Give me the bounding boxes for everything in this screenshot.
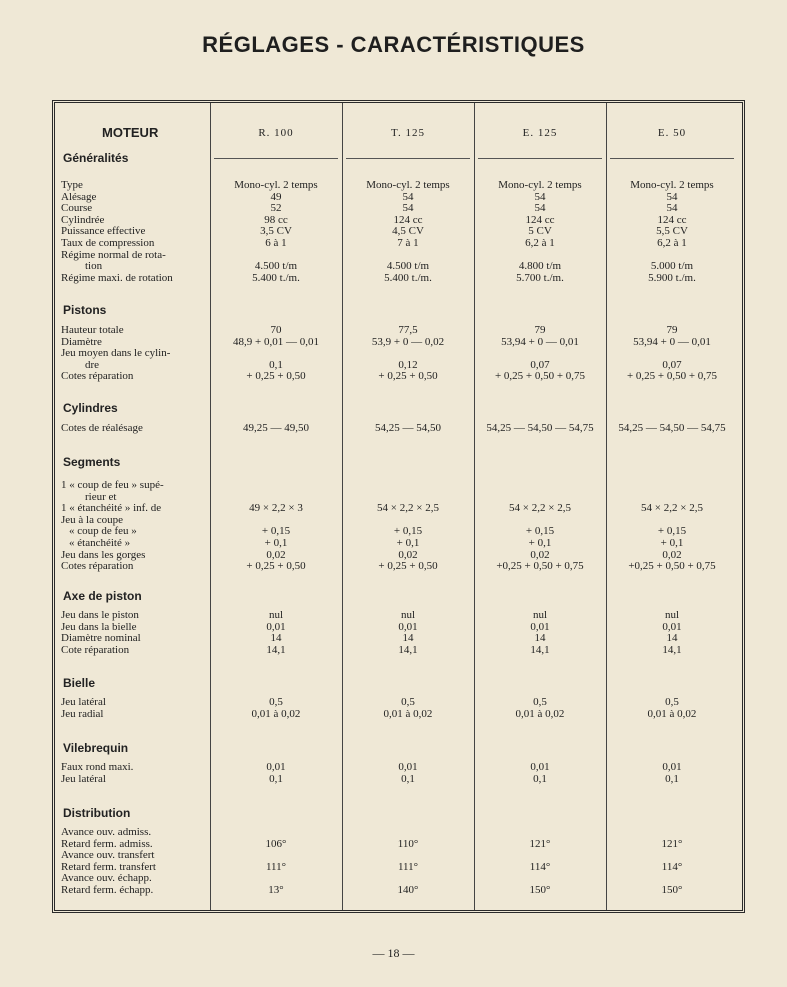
cell-value: nul <box>664 609 680 621</box>
model-header: R. 100 <box>258 127 294 139</box>
row-label: Avance ouv. échapp. <box>61 872 152 885</box>
cell-value: + 0,1 <box>264 537 288 549</box>
cell-value: + 0,15 <box>261 525 291 538</box>
cell-value: 79 <box>666 324 678 336</box>
cell-value: 0,01 <box>398 761 418 773</box>
cell-value: 7 à 1 <box>397 237 419 249</box>
row-label: Cotes réparation <box>61 560 134 573</box>
cell-value: +0,25 + 0,50 + 0,75 <box>628 560 716 573</box>
cell-value: 54 × 2,2 × 2,5 <box>641 502 703 515</box>
row-label: Diamètre <box>61 335 102 348</box>
moteur-heading: MOTEUR <box>102 125 159 140</box>
cell-value: 14,1 <box>266 643 286 656</box>
cell-value: 114° <box>529 860 551 873</box>
cell-value: 4.800 t/m <box>518 260 562 273</box>
row-label: Régime normal de rota- <box>61 248 166 261</box>
cell-value: 0,01 <box>662 761 682 773</box>
row-label: Jeu radial <box>61 707 104 720</box>
row-label: Jeu dans les gorges <box>61 548 146 561</box>
page-title: RÉGLAGES - CARACTÉRISTIQUES <box>202 32 585 57</box>
cell-value: 124 cc <box>525 213 555 226</box>
row-label: Retard ferm. échapp. <box>61 884 154 896</box>
cell-value: 5,5 CV <box>656 225 688 238</box>
cell-value: 54 × 2,2 × 2,5 <box>377 502 439 515</box>
row-label: Jeu dans la bielle <box>61 620 137 633</box>
row-label: Cotes réparation <box>61 370 134 383</box>
cell-value: 0,1 <box>269 358 283 371</box>
cell-value: 150° <box>661 884 683 896</box>
cell-value: 53,94 + 0 — 0,01 <box>501 335 579 348</box>
cell-value: + 0,15 <box>525 525 555 538</box>
cell-value: 124 cc <box>393 213 423 226</box>
cell-value: 5.700 t./m. <box>516 271 564 284</box>
section-title: Bielle <box>63 676 96 690</box>
model-header: E. 125 <box>522 127 558 139</box>
cell-value: 121° <box>529 837 551 850</box>
section-title: Axe de piston <box>63 589 142 603</box>
cell-value: nul <box>268 609 284 621</box>
header-rule <box>610 158 734 159</box>
cell-value: 14 <box>270 632 282 645</box>
cell-value: + 0,1 <box>660 537 684 549</box>
cell-value: 5.000 t/m <box>650 260 694 273</box>
cell-value: 54 × 2,2 × 2,5 <box>509 502 571 515</box>
cell-value: 140° <box>397 884 419 896</box>
header-rule <box>214 158 338 159</box>
row-label: Puissance effective <box>61 225 146 238</box>
row-label: Taux de compression <box>61 237 155 249</box>
cell-value: 3,5 CV <box>260 225 292 238</box>
section-title: Généralités <box>63 151 129 165</box>
cell-value: Mono-cyl. 2 temps <box>234 179 318 191</box>
cell-value: 110° <box>397 837 419 850</box>
cell-value: + 0,15 <box>393 525 423 538</box>
row-label: Retard ferm. transfert <box>61 860 156 873</box>
cell-value: 14,1 <box>662 643 682 656</box>
row-label: Jeu dans le piston <box>61 609 139 621</box>
cell-value: 0,01 <box>662 620 682 633</box>
cell-value: 124 cc <box>657 213 687 226</box>
cell-value: 14,1 <box>398 643 418 656</box>
cell-value: 0,1 <box>533 772 547 785</box>
cell-value: 0,01 <box>266 761 286 773</box>
cell-value: 0,1 <box>269 772 283 785</box>
cell-value: 49 × 2,2 × 3 <box>249 502 303 515</box>
cell-value: 49 <box>270 190 282 203</box>
row-label: 1 « coup de feu » supé- <box>61 479 164 491</box>
row-label: « étanchéité » <box>69 537 131 549</box>
cell-value: + 0,25 + 0,50 <box>246 370 306 383</box>
cell-value: + 0,25 + 0,50 + 0,75 <box>494 370 586 383</box>
cell-value: 54,25 — 54,50 — 54,75 <box>618 422 726 434</box>
cell-value: 54,25 — 54,50 <box>375 422 441 434</box>
cell-value: 54 <box>534 190 546 203</box>
cell-value: nul <box>532 609 548 621</box>
cell-value: 54 <box>402 190 414 203</box>
row-label: tion <box>85 260 103 273</box>
model-header: E. 50 <box>657 127 687 139</box>
cell-value: 111° <box>265 860 287 873</box>
cell-value: 0,5 <box>533 696 547 708</box>
cell-value: 54 <box>666 202 678 215</box>
cell-value: 53,94 + 0 — 0,01 <box>633 335 711 348</box>
cell-value: 54,25 — 54,50 — 54,75 <box>486 422 594 434</box>
cell-value: Mono-cyl. 2 temps <box>630 179 714 191</box>
cell-value: 0,02 <box>662 548 682 561</box>
cell-value: 4.500 t/m <box>254 260 298 273</box>
cell-value: 0,12 <box>398 358 418 371</box>
cell-value: 0,5 <box>269 696 283 708</box>
cell-value: + 0,25 + 0,50 + 0,75 <box>626 370 718 383</box>
cell-value: 49,25 — 49,50 <box>243 422 309 434</box>
cell-value: 5.900 t./m. <box>648 271 696 284</box>
cell-value: 48,9 + 0,01 — 0,01 <box>233 335 319 348</box>
cell-value: 4,5 CV <box>392 225 424 238</box>
cell-value: 0,01 <box>530 620 550 633</box>
cell-value: 0,07 <box>530 358 550 371</box>
section-title: Distribution <box>63 806 131 820</box>
cell-value: 0,1 <box>665 772 679 785</box>
cell-value: 54 <box>402 202 414 215</box>
model-header: T. 125 <box>391 127 425 139</box>
cell-value: + 0,25 + 0,50 <box>378 560 438 573</box>
cell-value: 14 <box>402 632 414 645</box>
cell-value: + 0,15 <box>657 525 687 538</box>
cell-value: +0,25 + 0,50 + 0,75 <box>496 560 584 573</box>
specs-table <box>52 100 745 913</box>
cell-value: 54 <box>534 202 546 215</box>
cell-value: 4.500 t/m <box>386 260 430 273</box>
header-rule <box>346 158 470 159</box>
section-title: Vilebrequin <box>63 741 129 755</box>
cell-value: Mono-cyl. 2 temps <box>366 179 450 191</box>
cell-value: 121° <box>661 837 683 850</box>
cell-value: 0,02 <box>398 548 418 561</box>
cell-value: 5.400 t./m. <box>252 271 300 284</box>
cell-value: 53,9 + 0 — 0,02 <box>371 335 445 348</box>
cell-value: 0,01 à 0,02 <box>251 707 301 720</box>
section-title: Pistons <box>63 303 107 317</box>
cell-value: 14,1 <box>530 643 550 656</box>
row-label: Cotes de réalésage <box>61 422 143 434</box>
section-title: Segments <box>63 455 121 469</box>
page-number: — 18 — <box>372 946 415 960</box>
row-label: Jeu latéral <box>61 772 106 785</box>
cell-value: 106° <box>265 837 287 850</box>
row-label: Jeu latéral <box>61 696 106 708</box>
row-label: Alésage <box>61 190 97 203</box>
row-label: Avance ouv. admiss. <box>61 826 152 838</box>
row-label: « coup de feu » <box>69 525 137 538</box>
cell-value: + 0,1 <box>528 537 552 549</box>
row-label: Avance ouv. transfert <box>61 849 155 862</box>
cell-value: 5 CV <box>528 225 552 238</box>
row-label: Type <box>61 179 83 191</box>
cell-value: 0,1 <box>401 772 415 785</box>
cell-value: 111° <box>397 860 419 873</box>
cell-value: + 0,1 <box>396 537 420 549</box>
cell-value: 0,02 <box>266 548 286 561</box>
cell-value: 13° <box>268 884 284 896</box>
row-label: Cylindrée <box>61 213 105 226</box>
cell-value: 5.400 t./m. <box>384 271 432 284</box>
row-label: Faux rond maxi. <box>61 761 134 773</box>
row-label: Régime maxi. de rotation <box>61 271 173 284</box>
row-label: Hauteur totale <box>61 324 124 336</box>
row-label: Course <box>61 202 93 215</box>
row-label: Retard ferm. admiss. <box>61 837 153 850</box>
cell-value: 0,01 à 0,02 <box>515 707 565 720</box>
row-label: dre <box>85 358 100 371</box>
cell-value: 150° <box>529 884 551 896</box>
cell-value: Mono-cyl. 2 temps <box>498 179 582 191</box>
row-label: Jeu à la coupe <box>61 513 123 526</box>
cell-value: 0,5 <box>665 696 679 708</box>
cell-value: 0,01 <box>398 620 418 633</box>
cell-value: 0,01 à 0,02 <box>383 707 433 720</box>
row-label: rieur et <box>85 490 117 503</box>
row-label: Jeu moyen dans le cylin- <box>61 347 171 360</box>
cell-value: 6,2 à 1 <box>525 237 555 249</box>
cell-value: 0,01 <box>530 761 550 773</box>
cell-value: 52 <box>270 202 282 215</box>
row-label: Diamètre nominal <box>61 632 141 645</box>
header-rule <box>478 158 602 159</box>
cell-value: 54 <box>666 190 678 203</box>
cell-value: 0,01 <box>266 620 286 633</box>
cell-value: 14 <box>534 632 546 645</box>
row-label: Cote réparation <box>61 643 130 656</box>
cell-value: 6 à 1 <box>265 237 287 249</box>
cell-value: 77,5 <box>398 324 418 336</box>
cell-value: 6,2 à 1 <box>657 237 687 249</box>
cell-value: nul <box>400 609 416 621</box>
section-title: Cylindres <box>63 401 118 415</box>
cell-value: 0,01 à 0,02 <box>647 707 697 720</box>
cell-value: 114° <box>661 860 683 873</box>
cell-value: 0,07 <box>662 358 682 371</box>
cell-value: 14 <box>666 632 678 645</box>
cell-value: + 0,25 + 0,50 <box>378 370 438 383</box>
cell-value: 98 cc <box>264 213 288 226</box>
cell-value: 0,02 <box>530 548 550 561</box>
cell-value: 79 <box>534 324 546 336</box>
cell-value: 0,5 <box>401 696 415 708</box>
row-label: 1 « étanchéité » inf. de <box>61 502 162 515</box>
cell-value: + 0,25 + 0,50 <box>246 560 306 573</box>
cell-value: 70 <box>270 324 282 336</box>
